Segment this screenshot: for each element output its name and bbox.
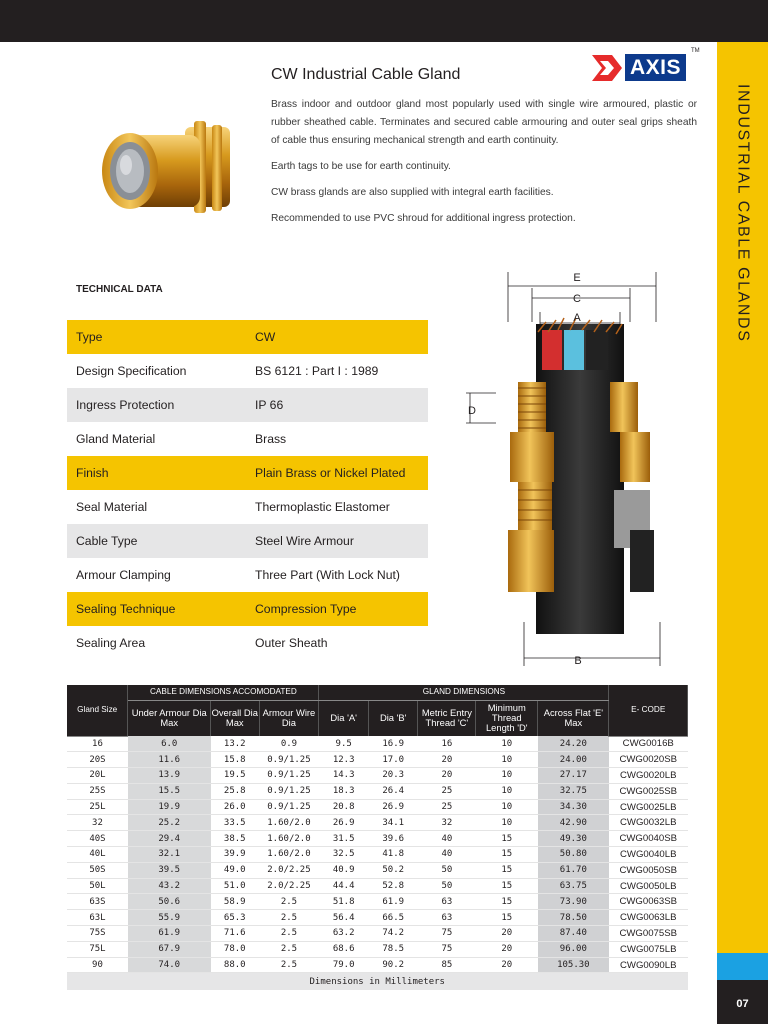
- description-paragraph: Earth tags to be use for earth continuity.: [271, 161, 451, 172]
- table-cell: 63: [441, 896, 453, 907]
- table-cell: 67.9: [128, 941, 211, 957]
- table-row: [67, 878, 688, 894]
- gland-cutaway-diagram: [460, 262, 682, 674]
- table-cell: 32.75: [538, 783, 609, 799]
- spec-label: Sealing Area: [76, 636, 146, 650]
- header-across-flat: Across Flat 'E' Max: [538, 700, 609, 736]
- table-cell: CWG0050LB: [619, 880, 677, 892]
- spec-value: Thermoplastic Elastomer: [255, 500, 390, 514]
- table-cell: 0.9/1.25: [267, 786, 311, 797]
- table-cell: 16: [441, 738, 453, 749]
- table-cell: CWG0063SB: [619, 896, 678, 908]
- table-cell: 25.2: [128, 815, 211, 831]
- table-cell: 13.2: [223, 738, 246, 749]
- table-cell: 29.4: [128, 831, 211, 847]
- page-title: CW Industrial Cable Gland: [271, 66, 461, 83]
- table-footnote: Dimensions in Millimeters: [67, 973, 688, 990]
- table-cell: 11.6: [128, 752, 211, 768]
- table-cell: 39.5: [128, 862, 211, 878]
- table-cell: 56.4: [332, 912, 355, 923]
- spec-row: [67, 456, 428, 490]
- table-row: [67, 847, 688, 863]
- table-cell: CWG0032LB: [619, 817, 677, 829]
- table-cell: 73.90: [538, 894, 609, 910]
- table-cell: 32.1: [128, 847, 211, 863]
- spec-label: Gland Material: [76, 432, 156, 446]
- table-cell: 18.3: [332, 786, 355, 797]
- spec-label: Design Specification: [76, 364, 187, 378]
- table-cell: 20: [441, 754, 453, 765]
- table-cell: CWG0050SB: [619, 864, 678, 876]
- table-cell: 52.8: [382, 881, 405, 892]
- table-cell: 42.90: [538, 815, 609, 831]
- table-cell: 0.9/1.25: [267, 802, 311, 813]
- table-cell: 19.9: [128, 799, 211, 815]
- table-cell: 9.5: [335, 738, 352, 749]
- table-cell: 39.6: [382, 833, 405, 844]
- table-cell: 74.2: [382, 928, 405, 939]
- table-cell: 49.30: [538, 831, 609, 847]
- table-cell: 79.0: [332, 960, 355, 971]
- table-row: [67, 783, 688, 799]
- table-cell: 0.9: [280, 738, 298, 749]
- table-cell: 71.6: [223, 928, 246, 939]
- table-cell: 13.9: [128, 768, 211, 784]
- table-cell: 14.3: [332, 770, 355, 781]
- table-cell: 61.9: [382, 896, 405, 907]
- table-cell: 32: [92, 817, 103, 828]
- table-cell: 63.75: [538, 878, 609, 894]
- header-overall-dia: Overall Dia Max: [211, 700, 260, 736]
- table-row: [67, 910, 688, 926]
- header-under-armour: Under Armour Dia Max: [128, 700, 211, 736]
- header-dia-b: Dia 'B': [368, 700, 418, 736]
- table-cell: CWG0075SB: [619, 927, 678, 939]
- description-paragraph: Recommended to use PVC shroud for additional ingress protection.: [271, 213, 576, 224]
- table-cell: 51.0: [223, 881, 246, 892]
- table-cell: 50: [441, 881, 453, 892]
- table-cell: 61.70: [538, 862, 609, 878]
- table-cell: 63: [441, 912, 453, 923]
- table-cell: 1.60/2.0: [267, 817, 311, 828]
- logo-text: AXIS: [625, 54, 686, 81]
- table-cell: 2.5: [280, 912, 298, 923]
- table-cell: 0.9/1.25: [267, 770, 311, 781]
- table-cell: 50.80: [538, 847, 609, 863]
- table-cell: 40.9: [332, 865, 355, 876]
- table-cell: 10: [501, 786, 513, 797]
- spec-label: Armour Clamping: [76, 568, 171, 582]
- table-cell: 51.8: [332, 896, 355, 907]
- table-cell: 44.4: [332, 881, 355, 892]
- spec-value: Brass: [255, 432, 287, 446]
- table-cell: 2.5: [280, 944, 298, 955]
- table-cell: 50: [441, 865, 453, 876]
- header-ecode: E- CODE: [609, 685, 688, 736]
- table-cell: 26.9: [382, 802, 405, 813]
- dimension-label-c: C: [573, 293, 581, 305]
- table-row: [67, 736, 688, 752]
- technical-data-table: [67, 320, 428, 660]
- header-gland-size: Gland Size: [67, 685, 128, 736]
- table-cell: 25.8: [223, 786, 246, 797]
- spec-row: [67, 490, 428, 524]
- table-cell: 12.3: [332, 754, 355, 765]
- spec-row: [67, 422, 428, 456]
- table-cell: CWG0025SB: [619, 785, 678, 797]
- table-cell: 16: [92, 738, 103, 749]
- table-cell: 78.50: [538, 910, 609, 926]
- table-cell: CWG0025LB: [619, 801, 677, 813]
- table-cell: 10: [501, 738, 513, 749]
- table-cell: 88.0: [223, 960, 246, 971]
- header-cable-dimensions: CABLE DIMENSIONS ACCOMODATED: [128, 685, 319, 700]
- table-cell: 40: [441, 849, 453, 860]
- table-cell: 75: [441, 944, 453, 955]
- table-cell: 20L: [89, 770, 106, 781]
- table-cell: CWG0040LB: [619, 848, 677, 860]
- dimensions-table: [67, 685, 688, 990]
- table-cell: 75S: [89, 928, 106, 939]
- table-cell: CWG0020SB: [619, 754, 678, 766]
- table-cell: 50L: [89, 881, 106, 892]
- table-cell: 15.5: [128, 783, 211, 799]
- cable-gland-product-image: [90, 115, 250, 225]
- spec-value: CW: [255, 330, 276, 344]
- sidebar-accent: [717, 953, 768, 980]
- spec-value: Steel Wire Armour: [255, 534, 354, 548]
- spec-label: Seal Material: [76, 500, 148, 514]
- spec-value: Compression Type: [255, 602, 357, 616]
- header-metric-thread: Metric Entry Thread 'C': [418, 700, 476, 736]
- table-cell: 10: [501, 770, 513, 781]
- table-cell: 2.0/2.25: [267, 865, 311, 876]
- table-cell: 49.0: [223, 865, 246, 876]
- table-cell: 25: [441, 802, 453, 813]
- table-cell: 87.40: [538, 926, 609, 942]
- table-cell: 68.6: [332, 944, 355, 955]
- table-cell: 2.5: [280, 960, 298, 971]
- table-row: [67, 941, 688, 957]
- table-cell: 66.5: [382, 912, 405, 923]
- table-cell: 26.9: [332, 817, 355, 828]
- table-cell: 75: [441, 928, 453, 939]
- spec-row: [67, 558, 428, 592]
- table-cell: 24.20: [538, 736, 609, 752]
- table-cell: 15: [501, 912, 513, 923]
- table-cell: 32.5: [332, 849, 355, 860]
- table-cell: 20: [441, 770, 453, 781]
- spec-row: [67, 592, 428, 626]
- table-cell: 20: [501, 960, 513, 971]
- table-cell: 16.9: [382, 738, 405, 749]
- table-cell: 15.8: [223, 754, 246, 765]
- table-cell: 26.0: [223, 802, 246, 813]
- table-row: [67, 926, 688, 942]
- table-cell: 34.30: [538, 799, 609, 815]
- table-cell: 20: [501, 944, 513, 955]
- table-cell: 61.9: [128, 926, 211, 942]
- table-cell: 33.5: [223, 817, 246, 828]
- table-cell: 43.2: [128, 878, 211, 894]
- table-cell: 78.5: [382, 944, 405, 955]
- table-cell: 63.2: [332, 928, 355, 939]
- table-cell: 2.5: [280, 928, 298, 939]
- spec-row: [67, 524, 428, 558]
- table-cell: 63S: [89, 896, 106, 907]
- table-cell: CWG0020LB: [619, 769, 677, 781]
- table-cell: 20: [501, 928, 513, 939]
- table-cell: 0.9/1.25: [267, 754, 311, 765]
- table-cell: 17.0: [382, 754, 405, 765]
- dimension-label-d: D: [468, 405, 476, 417]
- spec-row: [67, 626, 428, 660]
- table-row: [67, 799, 688, 815]
- table-cell: 26.4: [382, 786, 405, 797]
- spec-value: IP 66: [255, 398, 284, 412]
- table-row: [67, 894, 688, 910]
- spec-value: BS 6121 : Part I : 1989: [255, 364, 379, 378]
- spec-value: Three Part (With Lock Nut): [255, 568, 400, 582]
- table-cell: 25L: [89, 802, 106, 813]
- table-cell: 32: [441, 817, 453, 828]
- table-cell: 96.00: [538, 941, 609, 957]
- table-cell: 50.2: [382, 865, 405, 876]
- table-cell: 50S: [89, 865, 106, 876]
- table-row: [67, 768, 688, 784]
- table-cell: 19.5: [223, 770, 246, 781]
- table-row: [67, 752, 688, 768]
- spec-row: [67, 354, 428, 388]
- header-dia-a: Dia 'A': [319, 700, 369, 736]
- table-cell: 85: [441, 960, 453, 971]
- dimension-label-b: B: [574, 655, 582, 667]
- table-cell: 20.8: [332, 802, 355, 813]
- sidebar: [717, 42, 768, 953]
- header-gland-dimensions: GLAND DIMENSIONS: [319, 685, 609, 700]
- section-title: INDUSTRIAL CABLE GLANDS: [734, 84, 752, 343]
- table-cell: 15: [501, 896, 513, 907]
- top-bar: [0, 0, 768, 42]
- table-cell: 40S: [89, 833, 106, 844]
- table-cell: CWG0063LB: [619, 912, 677, 924]
- spec-value: Outer Sheath: [255, 636, 328, 650]
- spec-label: Type: [76, 330, 103, 344]
- table-cell: CWG0040SB: [619, 833, 678, 845]
- table-cell: 2.5: [280, 896, 298, 907]
- table-cell: CWG0090LB: [619, 959, 677, 971]
- table-row: [67, 862, 688, 878]
- description-paragraph: CW brass glands are also supplied with integral earth facilities.: [271, 187, 554, 198]
- page-number: 07: [717, 980, 768, 1024]
- table-cell: 10: [501, 817, 513, 828]
- spec-label: Cable Type: [76, 534, 138, 548]
- dimension-label-a: A: [573, 312, 581, 324]
- table-cell: 41.8: [382, 849, 405, 860]
- table-cell: 15: [501, 849, 513, 860]
- table-cell: 25: [441, 786, 453, 797]
- table-cell: 75L: [89, 944, 106, 955]
- spec-label: Ingress Protection: [76, 398, 175, 412]
- table-cell: 38.5: [223, 833, 246, 844]
- table-cell: 90.2: [382, 960, 405, 971]
- table-cell: 25S: [89, 786, 106, 797]
- table-cell: 90: [92, 960, 103, 971]
- spec-row: [67, 388, 428, 422]
- table-cell: 58.9: [223, 896, 246, 907]
- table-cell: 78.0: [223, 944, 246, 955]
- table-cell: 15: [501, 881, 513, 892]
- table-cell: 31.5: [332, 833, 355, 844]
- header-armour-wire: Armour Wire Dia: [259, 700, 319, 736]
- table-cell: 105.30: [538, 957, 609, 973]
- spec-label: Sealing Technique: [76, 602, 176, 616]
- table-cell: 15: [501, 833, 513, 844]
- dimension-label-e: E: [573, 272, 581, 284]
- spec-label: Finish: [76, 466, 109, 480]
- spec-row: [67, 320, 428, 354]
- description-paragraph: Brass indoor and outdoor gland most popularly used with single wire armoured, plastic or rubber sheathed cable. Terminates and secured cable armouring and outer seal grips sheath of cable thus ensuring mechanical strength and earth continuity.: [271, 99, 697, 146]
- table-cell: 20S: [89, 754, 106, 765]
- table-cell: CWG0016B: [622, 738, 674, 750]
- table-cell: 10: [501, 802, 513, 813]
- table-row: [67, 957, 688, 973]
- table-cell: CWG0075LB: [619, 943, 677, 955]
- header-min-thread: Minimum Thread Length 'D': [476, 700, 538, 736]
- table-cell: 39.9: [223, 849, 246, 860]
- table-cell: 63L: [89, 912, 106, 923]
- table-cell: 6.0: [128, 736, 211, 752]
- table-row: [67, 831, 688, 847]
- table-cell: 40L: [89, 849, 106, 860]
- table-cell: 24.00: [538, 752, 609, 768]
- table-cell: 34.1: [382, 817, 405, 828]
- trademark: TM: [691, 48, 700, 54]
- table-cell: 40: [441, 833, 453, 844]
- technical-data-heading: TECHNICAL DATA: [76, 284, 163, 295]
- table-cell: 10: [501, 754, 513, 765]
- table-cell: 50.6: [128, 894, 211, 910]
- table-cell: 74.0: [128, 957, 211, 973]
- table-cell: 55.9: [128, 910, 211, 926]
- table-cell: 20.3: [382, 770, 405, 781]
- table-cell: 27.17: [538, 768, 609, 784]
- table-cell: 1.60/2.0: [267, 849, 311, 860]
- table-cell: 15: [501, 865, 513, 876]
- table-cell: 2.0/2.25: [267, 881, 311, 892]
- table-cell: 1.60/2.0: [267, 833, 311, 844]
- table-row: [67, 815, 688, 831]
- spec-value: Plain Brass or Nickel Plated: [255, 466, 406, 480]
- table-cell: 65.3: [223, 912, 246, 923]
